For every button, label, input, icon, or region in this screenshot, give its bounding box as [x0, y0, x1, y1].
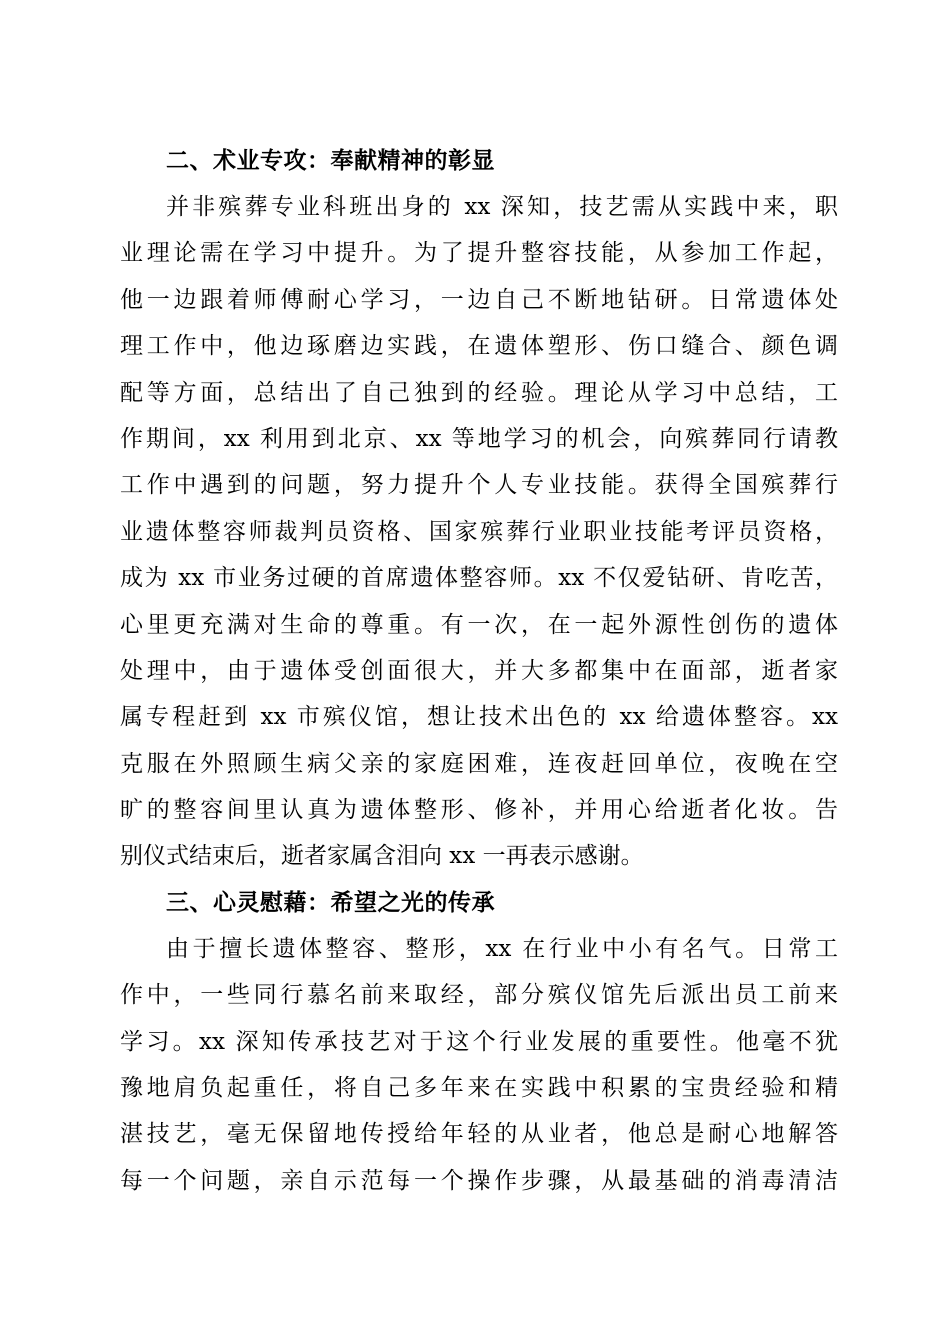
section-2-paragraph	[120, 184, 838, 880]
paragraph-line: 理工作中，他边琢磨边实践，在遗体塑形、伤口缝合、颜色调	[120, 333, 838, 360]
section-heading-2: 二、术业专攻：奉献精神的彰显	[166, 148, 495, 174]
paragraph-line: 业理论需在学习中提升。为了提升整容技能，从参加工作起，	[120, 240, 838, 267]
paragraph-line: 豫地肩负起重任，将自己多年来在实践中积累的宝贵经验和精	[120, 1075, 838, 1102]
paragraph-line: 业遗体整容师裁判员资格、国家殡葬行业职业技能考评员资格，	[120, 518, 838, 545]
paragraph-line: 作中，一些同行慕名前来取经，部分殡仪馆先后派出员工前来	[120, 982, 838, 1009]
section-3-paragraph	[120, 926, 838, 1204]
paragraph-line: 由于擅长遗体整容、整形，xx 在行业中小有名气。日常工	[166, 935, 838, 962]
paragraph-line: 每一个问题，亲自示范每一个操作步骤，从最基础的消毒清洁	[120, 1167, 838, 1194]
paragraph-line: 作期间，xx 利用到北京、xx 等地学习的机会，向殡葬同行请教	[120, 425, 838, 452]
paragraph-line: 湛技艺，毫无保留地传授给年轻的从业者，他总是耐心地解答	[120, 1121, 838, 1148]
paragraph-line: 属专程赶到 xx 市殡仪馆，想让技术出色的 xx 给遗体整容。xx	[120, 704, 838, 731]
section-heading-3: 三、心灵慰藉：希望之光的传承	[166, 889, 495, 916]
paragraph-line: 心里更充满对生命的尊重。有一次，在一起外源性创伤的遗体	[120, 611, 838, 638]
paragraph-line: 别仪式结束后，逝者家属含泪向 xx 一再表示感谢。	[120, 843, 644, 870]
paragraph-line: 克服在外照顾生病父亲的家庭困难，连夜赶回单位，夜晚在空	[120, 750, 838, 777]
document-body	[120, 138, 838, 1204]
paragraph-line: 处理中，由于遗体受创面很大，并大多都集中在面部，逝者家	[120, 657, 838, 684]
paragraph-line: 配等方面，总结出了自己独到的经验。理论从学习中总结，工	[120, 379, 838, 406]
paragraph-line: 他一边跟着师傅耐心学习，一边自己不断地钻研。日常遗体处	[120, 286, 838, 313]
paragraph-line: 工作中遇到的问题，努力提升个人专业技能。获得全国殡葬行	[120, 472, 838, 499]
paragraph-line: 学习。xx 深知传承技艺对于这个行业发展的重要性。他毫不犹	[120, 1028, 838, 1055]
paragraph-line: 旷的整容间里认真为遗体整形、修补，并用心给逝者化妆。告	[120, 797, 838, 824]
paragraph-line: 并非殡葬专业科班出身的 xx 深知，技艺需从实践中来，职	[166, 194, 838, 220]
paragraph-line: 成为 xx 市业务过硬的首席遗体整容师。xx 不仅爱钻研、肯吃苦，	[120, 565, 838, 592]
